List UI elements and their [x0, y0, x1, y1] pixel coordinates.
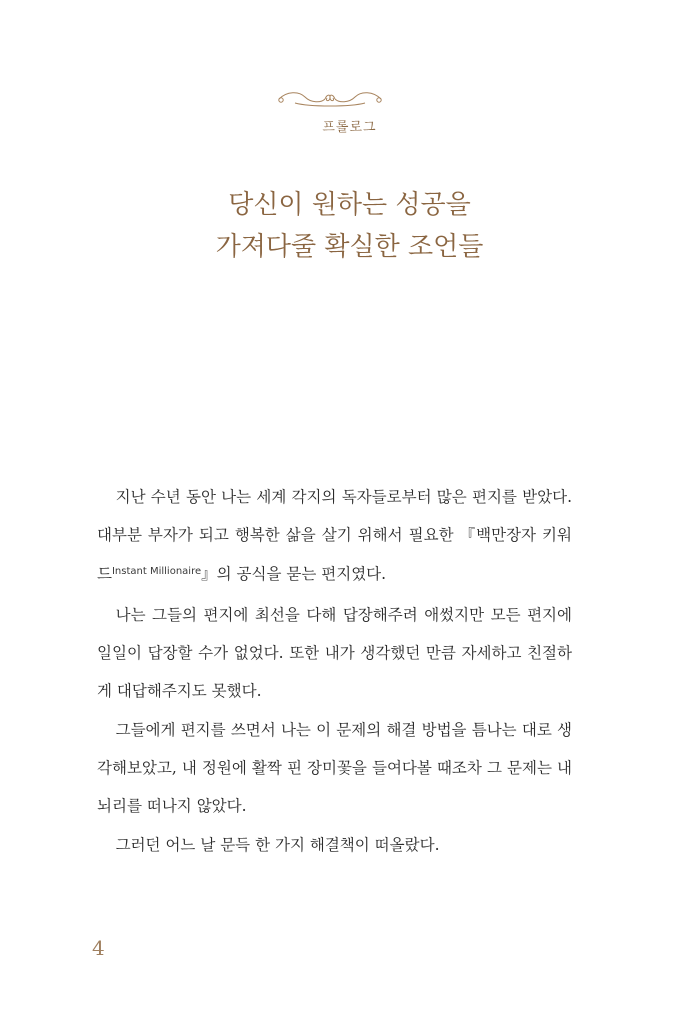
english-title-annotation: Instant Millionaire — [111, 565, 202, 577]
paragraph-3: 그들에게 편지를 쓰면서 나는 이 문제의 해결 방법을 틈나는 대로 생각해보았고, 내 정원에 활짝 핀 장미꽃을 들여다볼 때조차 그 문제는 내 뇌리를 떠나지 않았다. — [97, 720, 572, 816]
paragraph-1-text-b: 』의 공식을 묻는 편지였다. — [201, 564, 387, 583]
section-label: 프롤로그 — [322, 120, 377, 135]
body-text — [97, 478, 572, 864]
paragraph-4: 그러던 어느 날 문득 한 가지 해결책이 떠올랐다. — [115, 835, 440, 854]
ornament-flourish-icon — [275, 87, 385, 111]
chapter-title — [0, 184, 699, 268]
chapter-title-line-2: 가져다줄 확실한 조언들 — [215, 232, 484, 262]
paragraph-1-text-a: 지난 수년 동안 나는 세계 각지의 독자들로부터 많은 편지를 받았다. 대부분 부자가 되고 행복한 삶을 살기 위해서 필요한 『백만장자 키워드 — [97, 488, 572, 583]
chapter-title-line-1: 당신이 원하는 성공을 — [228, 190, 471, 220]
paragraph-1 — [97, 478, 572, 596]
page-number: 4 — [92, 936, 105, 960]
paragraph-2: 나는 그들의 편지에 최선을 다해 답장해주려 애썼지만 모든 편지에 일일이 답장할 수가 없었다. 또한 내가 생각했던 만큼 자세하고 친절하게 대답해주지도 못했다. — [97, 605, 572, 701]
